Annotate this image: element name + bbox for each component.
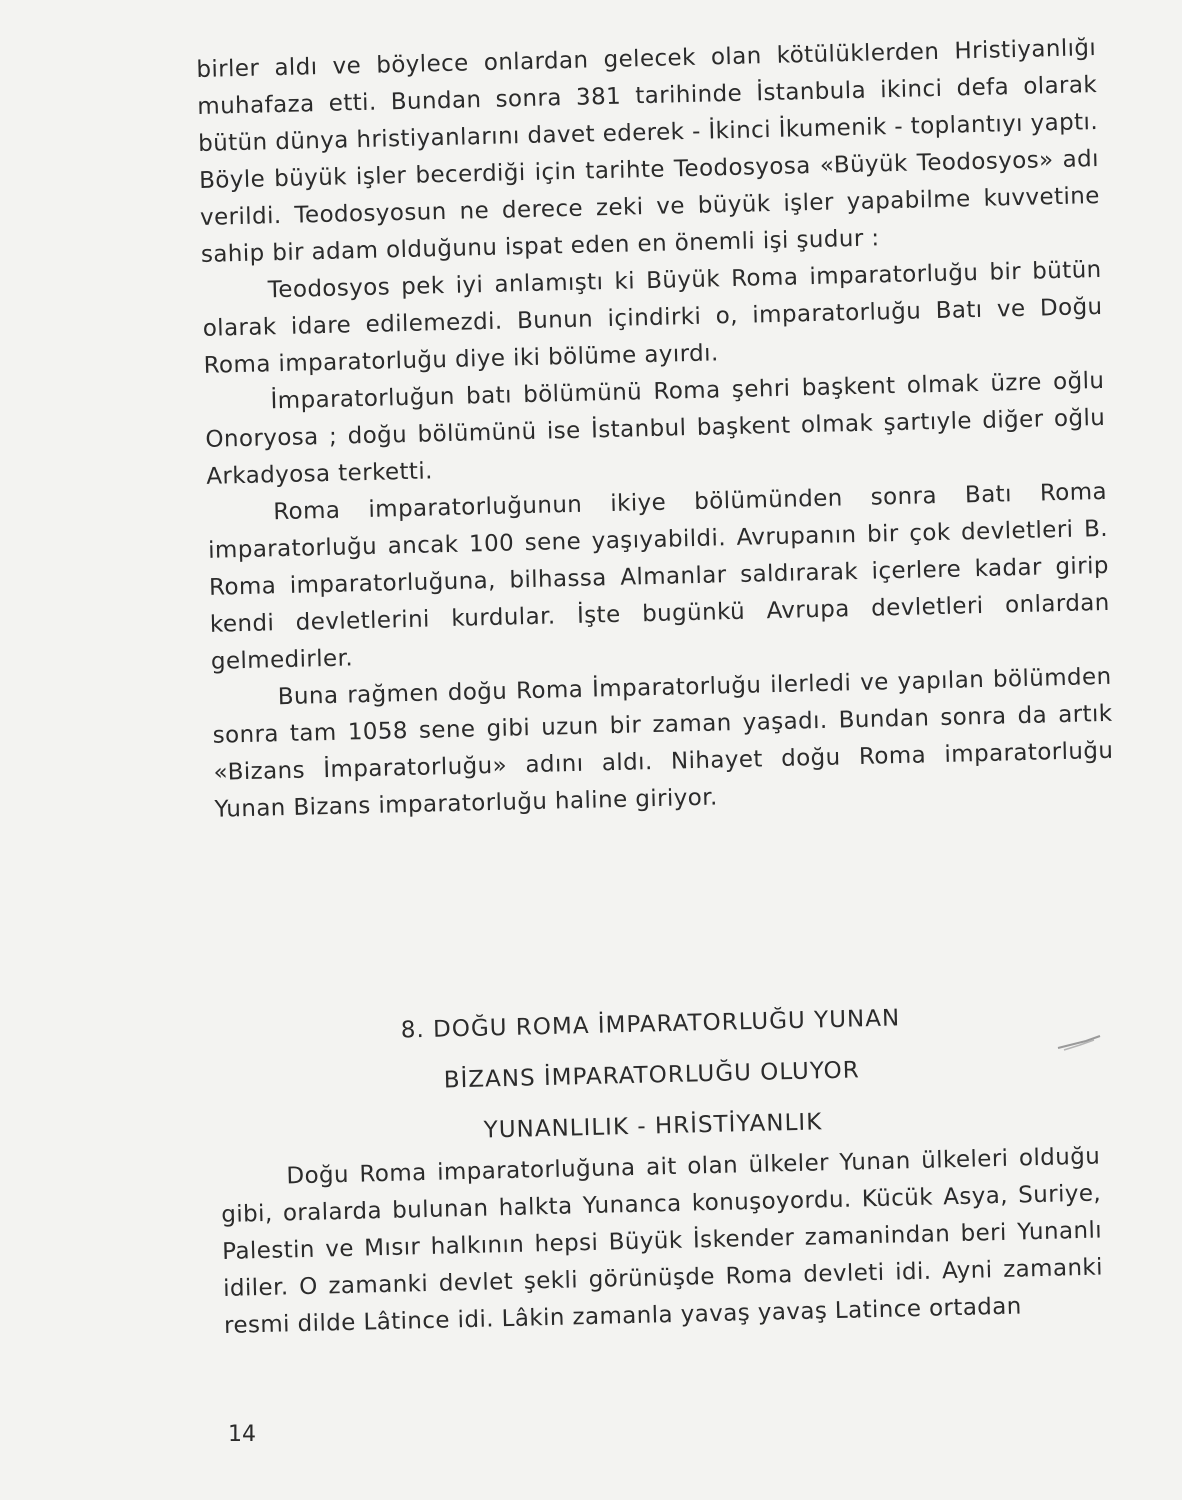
- paragraph-4: Roma imparatorluğunun ikiye bölümünden sonra Batı Roma imparatorluğu ancak 100 sene yaşıyabildi. Avrupanın bir çok devletleri B. Roma imparatorluğuna, bilhassa Almanlar saldırarak içerlere kadar girip kendi devletlerini kurdular. İşte bugünkü Avrupa devletleri onlardan gelmedirler.: [207, 478, 1111, 675]
- body-text: [196, 30, 1115, 829]
- paragraph-3: İmparatorluğun batı bölümünü Roma şehri başkent olmak üzre oğlu Onoryosa ; doğu bölümünü ise İstanbul başkent olmak şartıyle diğer oğlu Arkadyosa terketti.: [205, 367, 1106, 490]
- paragraph-2: Teodosyos pek iyi anlamıştı ki Büyük Roma imparatorluğu bir bütün olarak idare edilemezdi. Bunun içindirki o, imparatorluğu Batı ve Doğu Roma imparatorluğu diye iki bölüme ayırdı.: [202, 256, 1103, 379]
- section-paragraph: Doğu Roma imparatorluğuna ait olan ülkeler Yunan ülkeleri olduğu gibi, oralarda bulunan halkta Yunanca konuşoyordu. Kücük Asya, Suriye, Palestin ve Mısır halkının hepsi Büyük İskender zamanindan beri Yunanlı idiler. O zamanki devlet şekli görünüşde Roma devleti idi. Ayni zamanki resmi dilde Lâtince idi. Lâkin zamanla yavaş yavaş Latince ortadan: [221, 1143, 1104, 1339]
- section-heading-line-2: BİZANS İMPARATORLUĞU OLUYOR: [443, 1057, 861, 1094]
- paragraph-5: Buna rağmen doğu Roma İmparatorluğu ilerledi ve yapılan bölümden sonra tam 1058 sene gibi uzun bir zaman yaşadı. Bundan sonra da artık «Bizans İmparatorluğu» adını aldı. Nihayet doğu Roma imparatorluğu Yunan Bizans imparatorluğu haline giriyor.: [212, 663, 1114, 823]
- section-heading-line-1: 8. DOĞU ROMA İMPARATORLUĞU YUNAN: [400, 1005, 901, 1044]
- ink-smudge-icon: [1056, 1032, 1102, 1054]
- section-heading: [300, 991, 1004, 1161]
- page-number: 14: [228, 1422, 256, 1447]
- section-body-text: [220, 1138, 1104, 1344]
- paragraph-1: birler aldı ve böylece onlardan gelecek olan kötülüklerden Hristiyanlığı muhafaza etti. Bundan sonra 381 tarihinde İstanbula ikinci defa olarak bütün dünya hristiyanlarını davet ederek - İkinci İkumenik - toplantıyı yaptı. Böyle büyük işler becerdiği için tarihte Teodosyosa «Büyük Teodosyos» adı verildi. Teodosyosun ne derece zeki ve büyük işler yapabilme kuvvetine sahip bir adam olduğunu ispat eden en önemli işi şudur :: [196, 35, 1101, 268]
- section-heading-line-3: YUNANLILIK - HRİSTİYANLIK: [483, 1109, 823, 1144]
